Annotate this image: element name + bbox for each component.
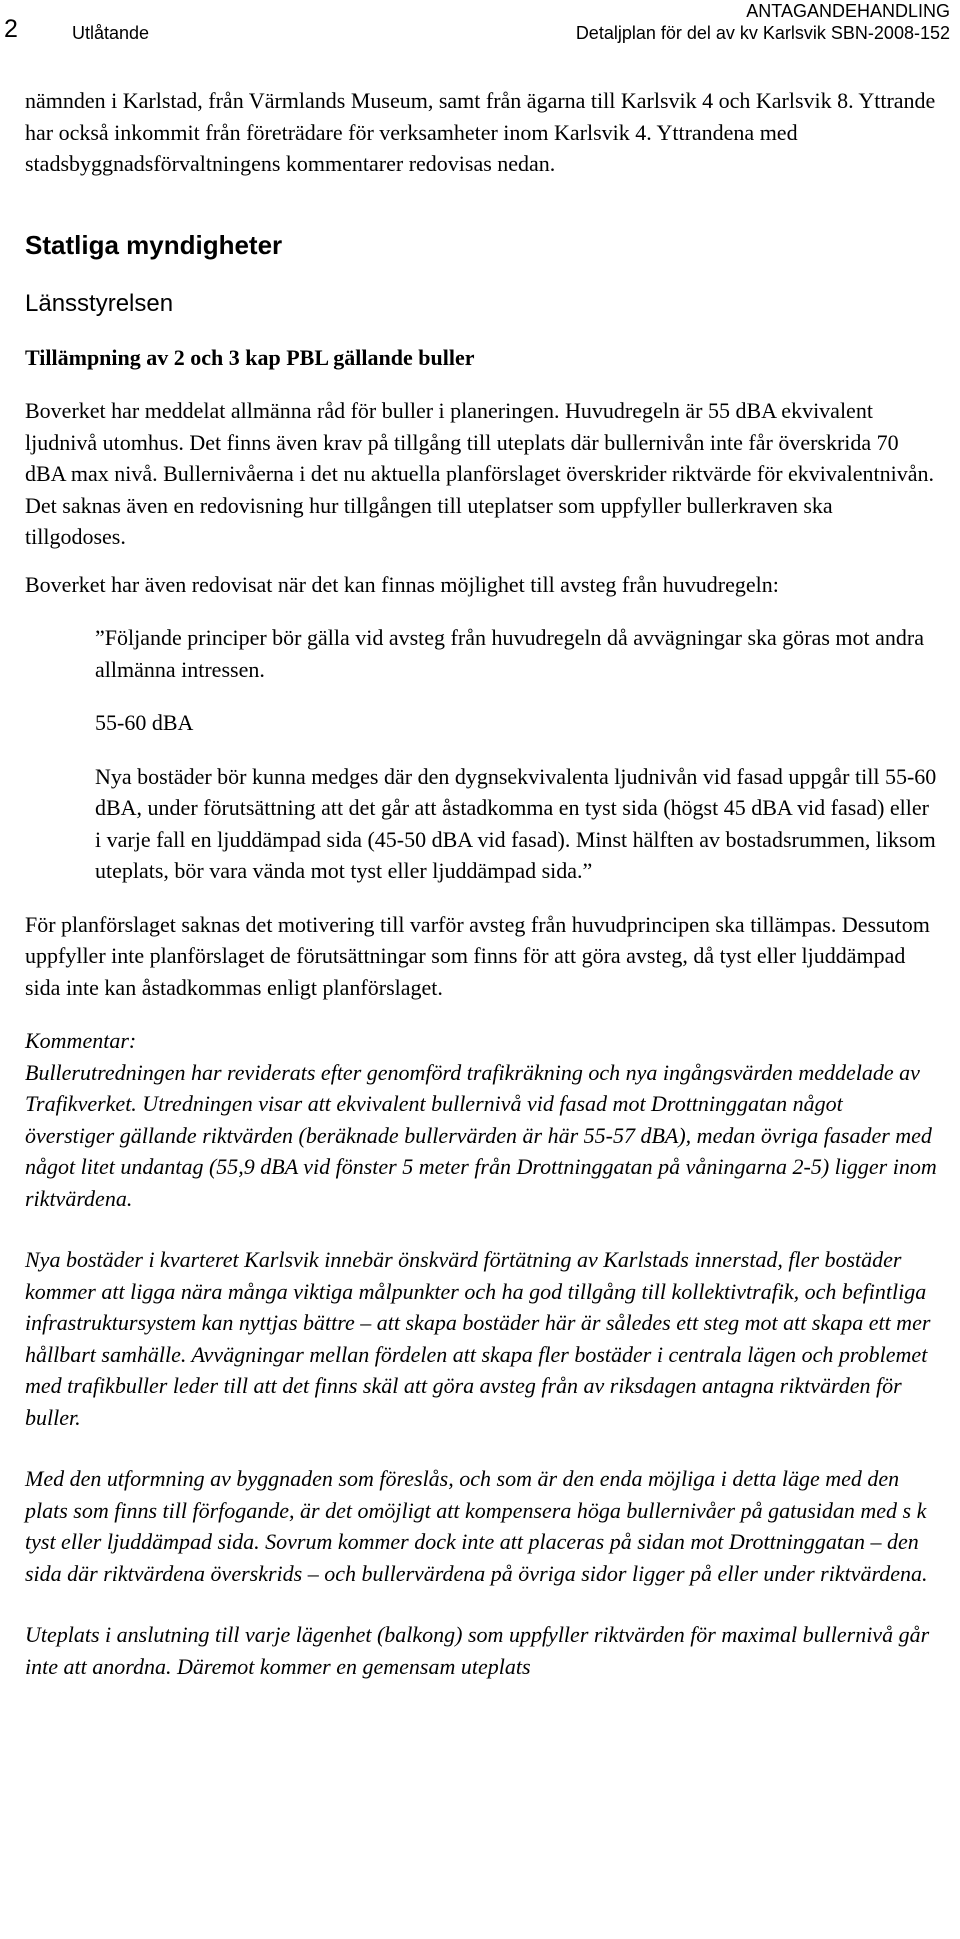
header-right (576, 0, 950, 44)
comment-paragraph-4: Uteplats i anslutning till varje lägenhet (balkong) som uppfyller riktvärden för maximal bullernivå går inte att anordna. Däremot kommer en gemensam uteplats (25, 1622, 930, 1679)
comment-paragraph-1: Bullerutredningen har reviderats efter genomförd trafikräkning och nya ingångsvärden meddelade av Trafikverket. Utredningen visar att ekvivalent bullernivå vid fasad mot Drottninggatan något överstiger gällande riktvärden (beräknade bullervärden är här 55-57 dBA), medan övriga fasader med något litet undantag (55,9 dBA vid fönster 5 meter från Drottninggatan på våningarna 2-5) ligger inom riktvärdena. (25, 1059, 937, 1211)
quote-paragraph-2: 55-60 dBA (95, 710, 194, 735)
intro-paragraph: nämnden i Karlstad, från Värmlands Museum, samt från ägarna till Karlsvik 4 och Karlsvik 8. Yttrande har också inkommit från företrädare för verksamheter inom Karlsvik 4. Yttrandena med stadsbyggnadsförvaltningens kommentarer redovisas nedan. (25, 88, 936, 176)
paragraph-2: Boverket har även redovisat när det kan finnas möjlighet till avsteg från huvudregeln: (25, 571, 779, 597)
comment-label: Kommentar: (25, 1028, 137, 1053)
document-body (25, 85, 937, 1682)
paragraph-1: Boverket har meddelat allmänna råd för buller i planeringen. Huvudregeln är 55 dBA ekvivalent ljudnivå utomhus. Det finns även krav på tillgång till uteplats där bullernivån inte får överskrida 70 dBA max nivå. Bullernivåerna i det nu aktuella planförslaget överskrider riktvärde för ekvivalentnivån. Det saknas även en redovisning hur tillgången till uteplatser som uppfyller bullerkraven ska tillgodoses. (25, 398, 935, 549)
heading-sub: Länsstyrelsen (25, 289, 174, 317)
header-doc-type: ANTAGANDEHANDLING (746, 1, 950, 21)
header-doc-title: Detaljplan för del av kv Karlsvik SBN-2008-152 (575, 23, 950, 43)
header-section: Utlåtande (72, 23, 150, 43)
quote-paragraph-1: ”Följande principer bör gälla vid avsteg från huvudregeln då avvägningar ska göras mot andra allmänna intressen. (95, 625, 924, 682)
comment-paragraph-2: Nya bostäder i kvarteret Karlsvik innebär önskvärd förtätning av Karlstads innerstad, fler bostäder kommer att ligga nära många viktiga målpunkter och ha god tillgång till kollektivtrafik, och befintliga infrastruktursystem kan nyttjas bättre – att skapa bostäder här är således ett steg mot att skapa ett mer hållbart samhälle. Avvägningar mellan fördelen att skapa fler bostäder i centrala lägen och problemet med trafikbuller leder till att det finns skäl att göra avsteg från av riksdagen antagna riktvärden för buller. (25, 1247, 931, 1430)
heading-main: Statliga myndigheter (25, 229, 283, 260)
paragraph-3: För planförslaget saknas det motivering till varför avsteg från huvudprincipen ska tillämpas. Dessutom uppfyller inte planförslaget de förutsättningar som finns för att göra avsteg, då tyst eller ljuddämpad sida inte kan åstadkommas enligt planförslaget. (25, 911, 930, 1000)
quote-paragraph-3: Nya bostäder bör kunna medges där den dygnsekvivalenta ljudnivån vid fasad uppgår till 55-60 dBA, under förutsättning att det går att åstadkomma en tyst sida (högst 45 dBA vid fasad) eller i varje fall en ljuddämpad sida (45-50 dBA vid fasad). Minst hälften av bostadsrummen, liksom uteplats, bör vara vända mot tyst eller ljuddämpad sida.” (95, 763, 937, 883)
page-number: 2 (4, 15, 18, 43)
comment-paragraph-3: Med den utformning av byggnaden som föreslås, och som är den enda möjliga i detta läge med den plats som finns till förfogande, är det omöjligt att kompensera höga bullernivåer på gatusidan med s k tyst eller ljuddämpad sida. Sovrum kommer dock inte att placeras på sidan mot Drottninggatan – den sida där riktvärdena överskrids – och bullervärdena på övriga sidor ligger på eller under riktvärdena. (25, 1466, 928, 1586)
heading-topic: Tillämpning av 2 och 3 kap PBL gällande buller (25, 344, 475, 370)
